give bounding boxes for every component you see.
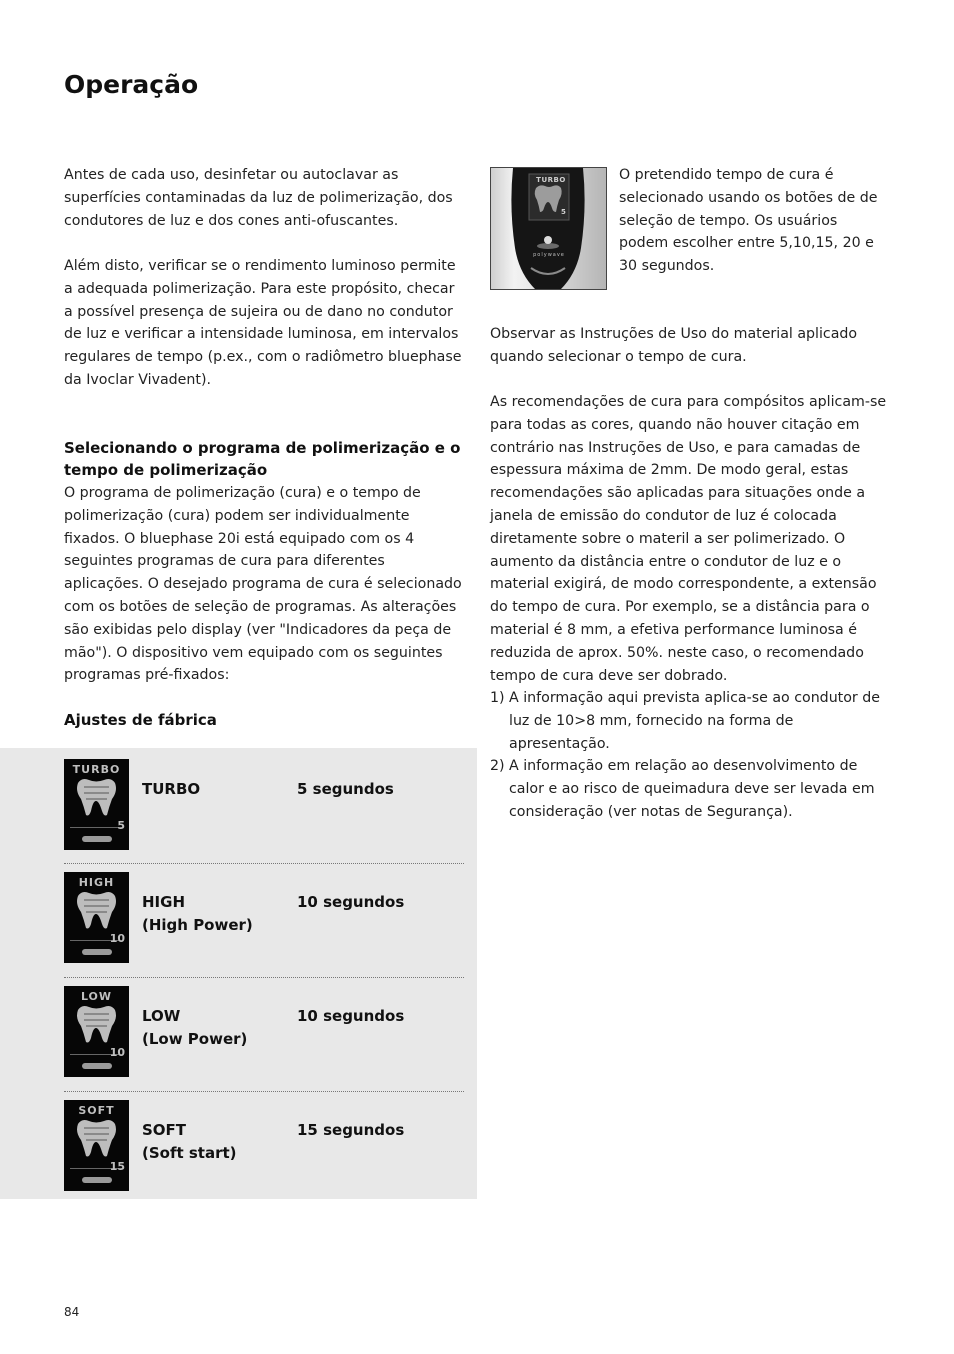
program-name-label: TURBO <box>142 780 201 798</box>
program-name <box>142 1005 247 1051</box>
thumb-label: TURBO <box>72 763 121 776</box>
page-number: 84 <box>64 1305 80 1319</box>
thumb-progress-bar <box>82 1063 112 1069</box>
device-display-value: 5 <box>561 208 566 216</box>
section-body: O programa de polimerização (cura) e o tempo de polimerização (cura) podem ser individualmente fixados. O bluephase 20i está equipado com os 4 seguintes programas de cura para diferentes aplicações. O desejado programa de cura é selecionado com os botões de seleção de programas. As alterações são exibidas pelo display (ver "Indicadores da peça de mão"). O dispositivo vem equipado com os seguintes programas pré-fixados: <box>64 485 462 684</box>
soft-display-thumbnail <box>64 1100 129 1191</box>
thumb-value: 15 <box>109 1160 125 1173</box>
program-row-turbo <box>64 759 464 851</box>
thumb-label: LOW <box>80 990 113 1003</box>
program-row-low <box>64 986 464 1078</box>
cure-time-intro: O pretendido tempo de cura é selecionado usando os botões de de seleção de tempo. Os usuários podem escolher entre 5,10,15, 20 e 30 segundos. <box>619 167 878 275</box>
program-time: 10 segundos <box>297 893 405 911</box>
thumb-label: SOFT <box>78 1104 115 1117</box>
program-name <box>142 891 253 937</box>
footnote-number: 2) <box>490 758 505 775</box>
factory-settings-heading: Ajustes de fábrica <box>64 711 217 729</box>
program-name-subtitle: (Low Power) <box>142 1030 248 1048</box>
tooth-icon <box>74 777 119 817</box>
footnote-text: A informação aqui prevista aplica-se ao condutor de luz de 10>8 mm, fornecido na forma de apresentação. <box>509 690 881 752</box>
device-photo <box>490 167 607 290</box>
thumb-progress-bar <box>82 1177 112 1183</box>
footnote-text: A informação em relação ao desenvolvimento de calor e ao risco de queimadura deve ser levada em consideração (ver notas de Segurança). <box>509 758 875 820</box>
thumb-progress-bar <box>82 836 112 842</box>
program-divider <box>64 1091 464 1092</box>
recommendations-paragraph: As recomendações de cura para compósitos aplicam-se para todas as cores, quando não houver citação em contrário nas Instruções de Uso, e para camadas de espessura máxima de 2mm. De modo geral, estas recomendações são aplicadas para situações onde a janela de emissão do condutor de luz é colocada diretamente sobre o materil a ser polimerizado. O aumento da distância entre o condutor de luz e o material exigirá, de modo correspondente, a extensão do tempo de cura. Por exemplo, se a distância para o material é 8 mm, a efetiva performance luminosa é reduzida de aprox. 50%. neste caso, o recomendado tempo de cura deve ser dobrado. <box>490 394 887 684</box>
low-display-thumbnail <box>64 986 129 1077</box>
program-name-subtitle: (High Power) <box>142 916 253 934</box>
tooth-icon <box>74 890 119 930</box>
section-heading: Selecionando o programa de polimerização e o tempo de polimerização <box>64 439 461 479</box>
tooth-icon <box>74 1118 119 1158</box>
handpiece-icon <box>491 168 606 289</box>
program-time: 5 segundos <box>297 780 394 798</box>
intro-paragraph: Antes de cada uso, desinfetar ou autoclavar as superfícies contaminadas da luz de polimerização, dos condutores de luz e dos cones anti-ofuscantes. <box>64 167 453 229</box>
program-name-label: LOW <box>142 1007 181 1025</box>
program-row-high <box>64 872 464 964</box>
page-title: Operação <box>64 70 199 99</box>
high-display-thumbnail <box>64 872 129 963</box>
program-row-soft <box>64 1100 464 1192</box>
turbo-display-thumbnail <box>64 759 129 850</box>
program-name-label: SOFT <box>142 1121 187 1139</box>
thumb-value: 10 <box>109 1046 125 1059</box>
program-divider <box>64 977 464 978</box>
verification-paragraph: Além disto, verificar se o rendimento luminoso permite a adequada polimerização. Para este propósito, checar a possível presença de sujeira ou de dano no condutor de luz e verificar a intensidade luminosa, em intervalos regulares de tempo (p.ex., com o radiômetro bluephase da Ivoclar Vivadent). <box>64 258 462 388</box>
program-time: 10 segundos <box>297 1007 405 1025</box>
program-time: 15 segundos <box>297 1121 405 1139</box>
thumb-progress-bar <box>82 949 112 955</box>
footnote-item <box>490 687 890 755</box>
device-display-label: TURBO <box>536 176 566 184</box>
program-name-label: HIGH <box>142 893 186 911</box>
program-divider <box>64 863 464 864</box>
footnotes-list <box>490 687 890 824</box>
thumb-value: 10 <box>109 932 125 945</box>
footnote-number: 1) <box>490 690 505 706</box>
thumb-value: 5 <box>117 819 125 832</box>
thumb-label: HIGH <box>78 876 115 889</box>
program-name-subtitle: (Soft start) <box>142 1144 237 1162</box>
thumb-divider-line <box>70 827 123 828</box>
device-brand: polywave <box>533 252 565 258</box>
program-name <box>142 778 200 801</box>
footnote-item <box>490 755 890 823</box>
instructions-paragraph: Observar as Instruções de Uso do material aplicado quando selecionar o tempo de cura. <box>490 326 858 365</box>
program-name <box>142 1119 237 1165</box>
tooth-icon <box>74 1004 119 1044</box>
